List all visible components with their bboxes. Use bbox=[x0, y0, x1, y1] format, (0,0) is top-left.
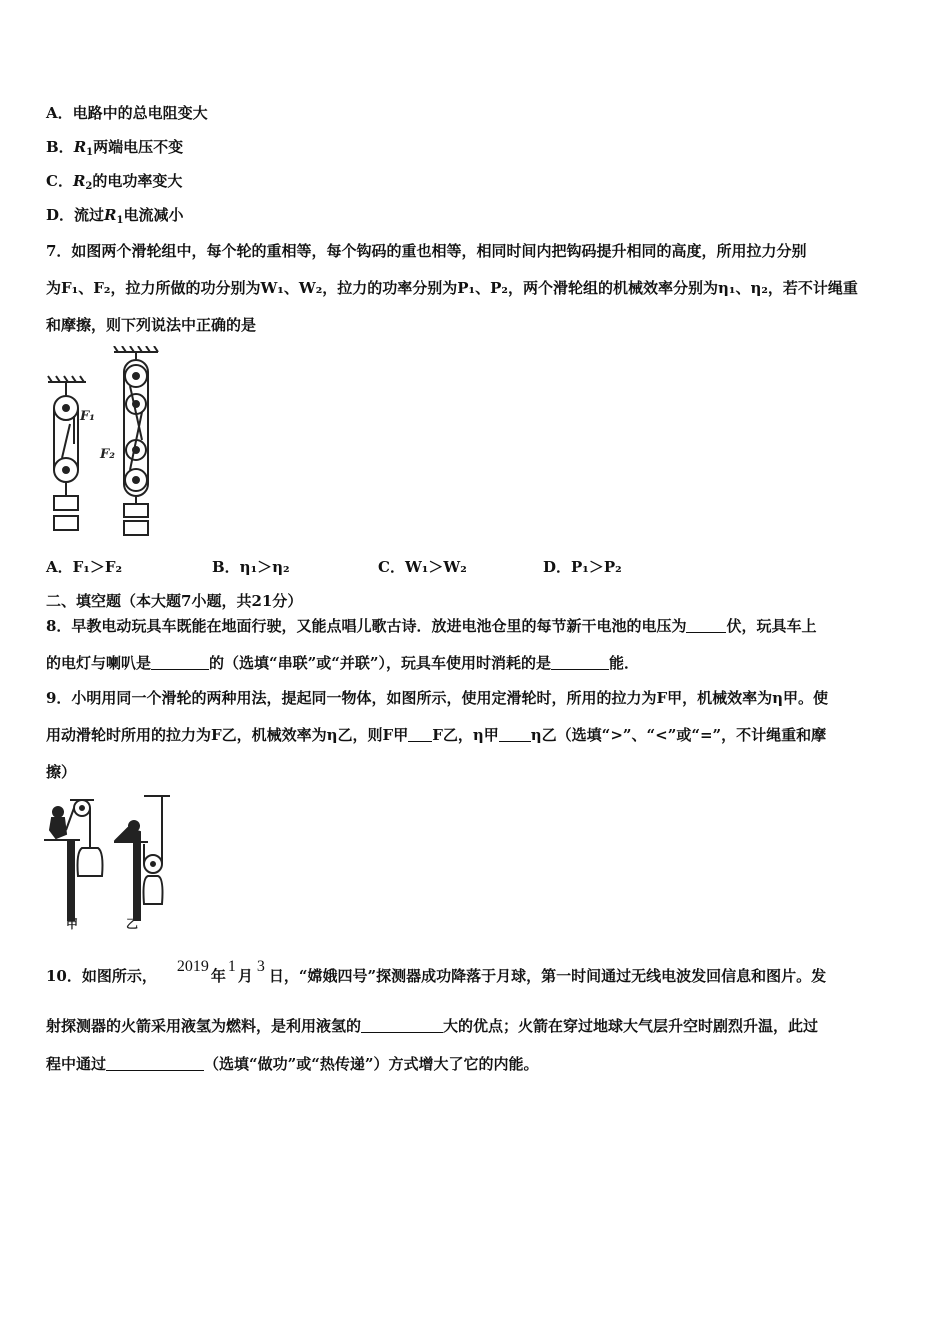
section-heading: 二、填空题（本大题7小题，共21分） bbox=[46, 592, 303, 610]
q7-option-a[interactable]: A．F₁＞F₂ bbox=[46, 558, 123, 576]
q8-blank-connection[interactable] bbox=[151, 655, 209, 670]
q6-option-a[interactable]: A．电路中的总电阻变大 bbox=[46, 104, 208, 122]
q10-month: 1 bbox=[227, 958, 236, 975]
q7-option-b[interactable]: B．η₁＞η₂ bbox=[212, 558, 290, 576]
q10-day: 3 bbox=[256, 958, 265, 975]
q10-blank-method[interactable] bbox=[106, 1056, 204, 1071]
q10-line1: 10．如图所示，2019年1月3日，“嫦娥四号”探测器成功降落于月球，第一时间通过无线电波发回信息和图片。发 bbox=[46, 958, 827, 985]
q9-blank-force[interactable] bbox=[408, 727, 432, 742]
q10-line2: 射探测器的火箭采用液氢为燃料，是利用液氢的 大的优点；火箭在穿过地球大气层升空时剧烈升温，此过 bbox=[46, 1017, 819, 1035]
q8-blank-voltage[interactable] bbox=[686, 618, 726, 633]
q9-line2: 用动滑轮时所用的拉力为F乙，机械效率为η乙，则F甲 F乙，η甲 η乙（选填“>”、“<”或“=”，不计绳重和摩 bbox=[46, 726, 827, 744]
q7-stem-line1: 7．如图两个滑轮组中，每个轮的重相等，每个钩码的重也相等，相同时间内把钩码提升相同的高度，所用拉力分别 bbox=[46, 242, 807, 260]
q8-line1: 8．早教电动玩具车既能在地面行驶，又能点唱儿歌古诗．放进电池仓里的每节新干电池的电压为 伏，玩具车上 bbox=[46, 617, 817, 635]
q6-option-b[interactable]: B．$R_1$两端电压不变 bbox=[46, 138, 184, 158]
q7-pulley-figure bbox=[44, 346, 174, 538]
q10-year: 2019 bbox=[176, 958, 209, 975]
q8-blank-energy[interactable] bbox=[551, 655, 609, 670]
q9-fig-label-jia: 甲 bbox=[66, 917, 79, 930]
q10-line3: 程中通过 （选填“做功”或“热传递”）方式增大了它的内能。 bbox=[46, 1055, 539, 1073]
q6-option-d[interactable]: D．流过$R_1$电流减小 bbox=[46, 206, 184, 226]
q10-blank-property[interactable] bbox=[361, 1018, 443, 1033]
q8-line2: 的电灯与喇叭是 的（选填“串联”或“并联”），玩具车使用时消耗的是 能． bbox=[46, 654, 640, 672]
q7-option-c[interactable]: C．W₁＞W₂ bbox=[378, 558, 467, 576]
q9-line3: 擦） bbox=[46, 763, 77, 781]
q9-blank-efficiency[interactable] bbox=[499, 727, 531, 742]
q9-line1: 9．小明用同一个滑轮的两种用法，提起同一物体，如图所示，使用定滑轮时，所用的拉力为F甲，机械效率为η甲。使 bbox=[46, 689, 828, 707]
q6-option-c[interactable]: C．$R_2$的电功率变大 bbox=[46, 172, 183, 192]
q7-fig-label-f1: F₁ bbox=[80, 409, 95, 424]
q7-fig-label-f2: F₂ bbox=[100, 447, 115, 462]
q9-pulley-figure bbox=[44, 790, 174, 930]
q7-stem-line2: 为F₁、F₂，拉力所做的功分别为W₁、W₂，拉力的功率分别为P₁、P₂，两个滑轮组的机械效率分别为η₁、η₂，若不计绳重 bbox=[46, 279, 858, 297]
q9-fig-label-yi: 乙 bbox=[126, 917, 139, 930]
q7-option-d[interactable]: D．P₁＞P₂ bbox=[543, 558, 622, 576]
q7-stem-line3: 和摩擦，则下列说法中正确的是 bbox=[46, 316, 257, 334]
